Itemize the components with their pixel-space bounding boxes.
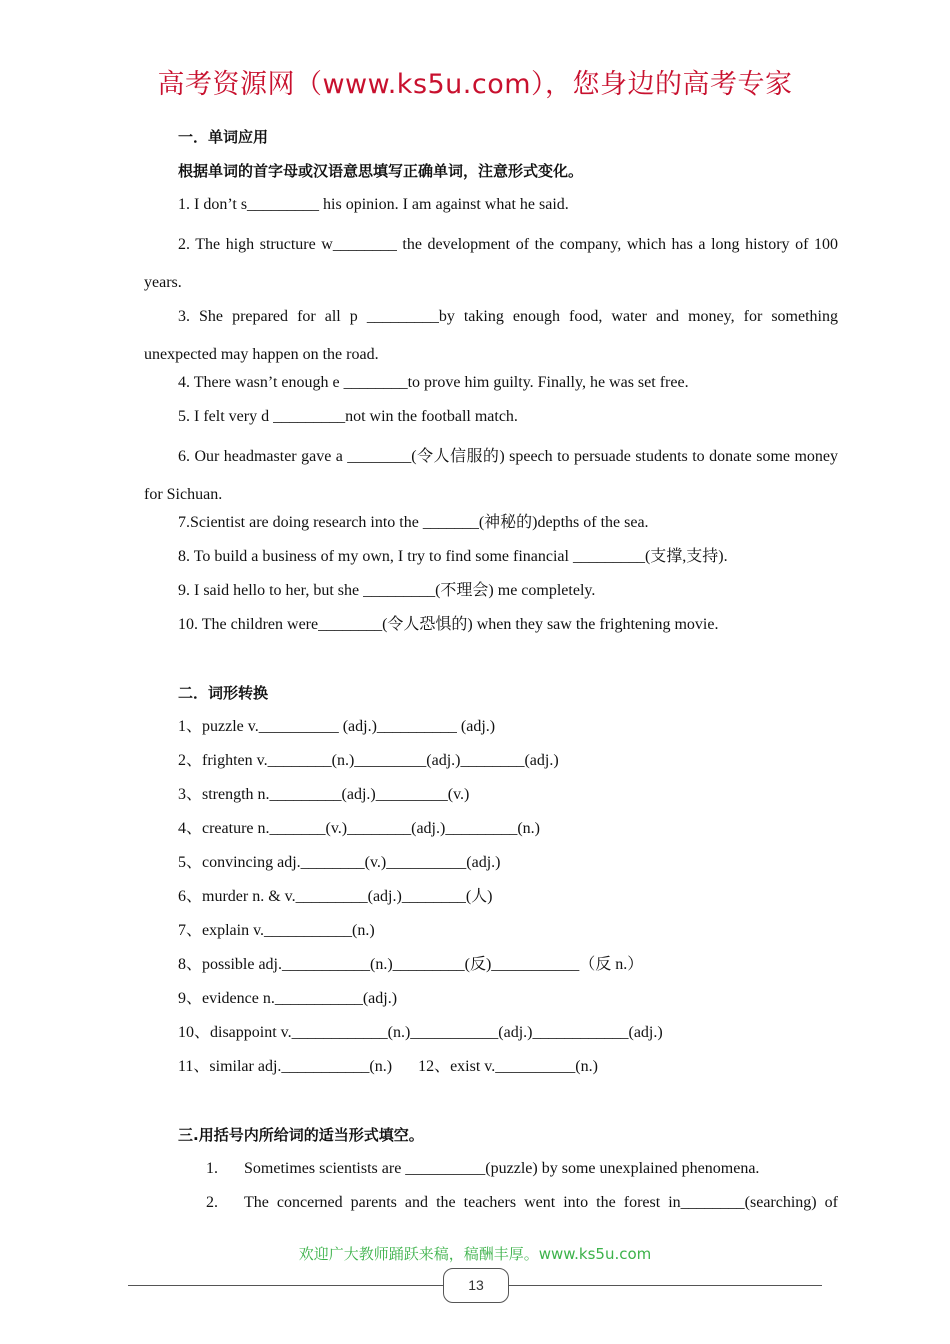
page-header-title: 高考资源网（www.ks5u.com），您身边的高考专家 — [157, 69, 793, 100]
exercise-item: 6. Our headmaster gave a ________(令人信服的) speech to persuade students to donate some money for Sichuan. — [144, 448, 838, 503]
exercise-item: 8. To build a business of my own, I try to find some financial _________(支撑,支持). — [178, 548, 728, 565]
word-form-item: 11、similar adj.___________(n.) — [178, 1058, 393, 1075]
word-form-item: 8、possible adj.___________(n.)_________(反)___________（反 n.） — [178, 956, 644, 973]
exercise-item: 3. She prepared for all p _________by taking enough food, water and money, for something unexpected may happen on the road. — [144, 308, 838, 363]
word-form-item: 12、exist v.__________(n.) — [418, 1058, 598, 1075]
item-number: 1. — [206, 1160, 218, 1177]
fill-in-item — [144, 1190, 838, 1224]
section-3-title: 三.用括号内所给词的适当形式填空。 — [178, 1126, 424, 1144]
word-form-item: 5、convincing adj.________(v.)__________(adj.) — [178, 854, 501, 871]
word-form-item: 7、explain v.___________(n.) — [178, 922, 375, 939]
word-form-item: 2、frighten v.________(n.)_________(adj.)________(adj.) — [178, 752, 559, 769]
exercise-item: 7.Scientist are doing research into the _______(神秘的)depths of the sea. — [178, 514, 649, 531]
item-text: Sometimes scientists are __________(puzzle) by some unexplained phenomena. — [244, 1160, 760, 1177]
worksheet-body — [144, 124, 838, 1224]
word-form-item: 10、disappoint v.____________(n.)___________(adj.)____________(adj.) — [178, 1024, 663, 1041]
footer-divider-right — [508, 1285, 822, 1286]
section-spacer — [144, 646, 838, 680]
footer-divider-left — [128, 1285, 443, 1286]
section-2-title: 二．词形转换 — [178, 684, 269, 702]
item-number: 2. — [206, 1194, 218, 1211]
item-text: The concerned parents and the teachers went into the forest in________(searching) of — [244, 1194, 838, 1211]
word-form-item: 9、evidence n.___________(adj.) — [178, 990, 398, 1007]
exercise-item: 10. The children were________(令人恐惧的) when they saw the frightening movie. — [178, 616, 719, 633]
page-number: 13 — [443, 1268, 509, 1303]
fill-in-item — [144, 1156, 838, 1190]
exercise-item: 1. I don’t s_________ his opinion. I am against what he said. — [178, 196, 569, 213]
exercise-item: 9. I said hello to her, but she _________(不理会) me completely. — [178, 582, 596, 599]
section-1-title: 一．单词应用 — [178, 128, 269, 146]
word-form-item: 1、puzzle v.__________ (adj.)__________ (adj.) — [178, 718, 496, 735]
word-form-item: 6、murder n. & v._________(adj.)________(人) — [178, 888, 493, 905]
section-spacer — [144, 1088, 838, 1122]
word-form-item: 3、strength n._________(adj.)_________(v.) — [178, 786, 470, 803]
section-1-instruction: 根据单词的首字母或汉语意思填写正确单词，注意形式变化。 — [178, 162, 584, 180]
footer-promo-text: 欢迎广大教师踊跃来稿，稿酬丰厚。www.ks5u.com — [298, 1245, 652, 1263]
exercise-item: 5. I felt very d _________not win the football match. — [178, 408, 518, 425]
word-form-row-double — [144, 1054, 838, 1088]
word-form-item: 4、creature n._______(v.)________(adj.)_________(n.) — [178, 820, 540, 837]
exercise-item: 2. The high structure w________ the development of the company, which has a long history of 100 years. — [144, 236, 838, 291]
exercise-item: 4. There wasn’t enough e ________to prove him guilty. Finally, he was set free. — [178, 374, 689, 391]
